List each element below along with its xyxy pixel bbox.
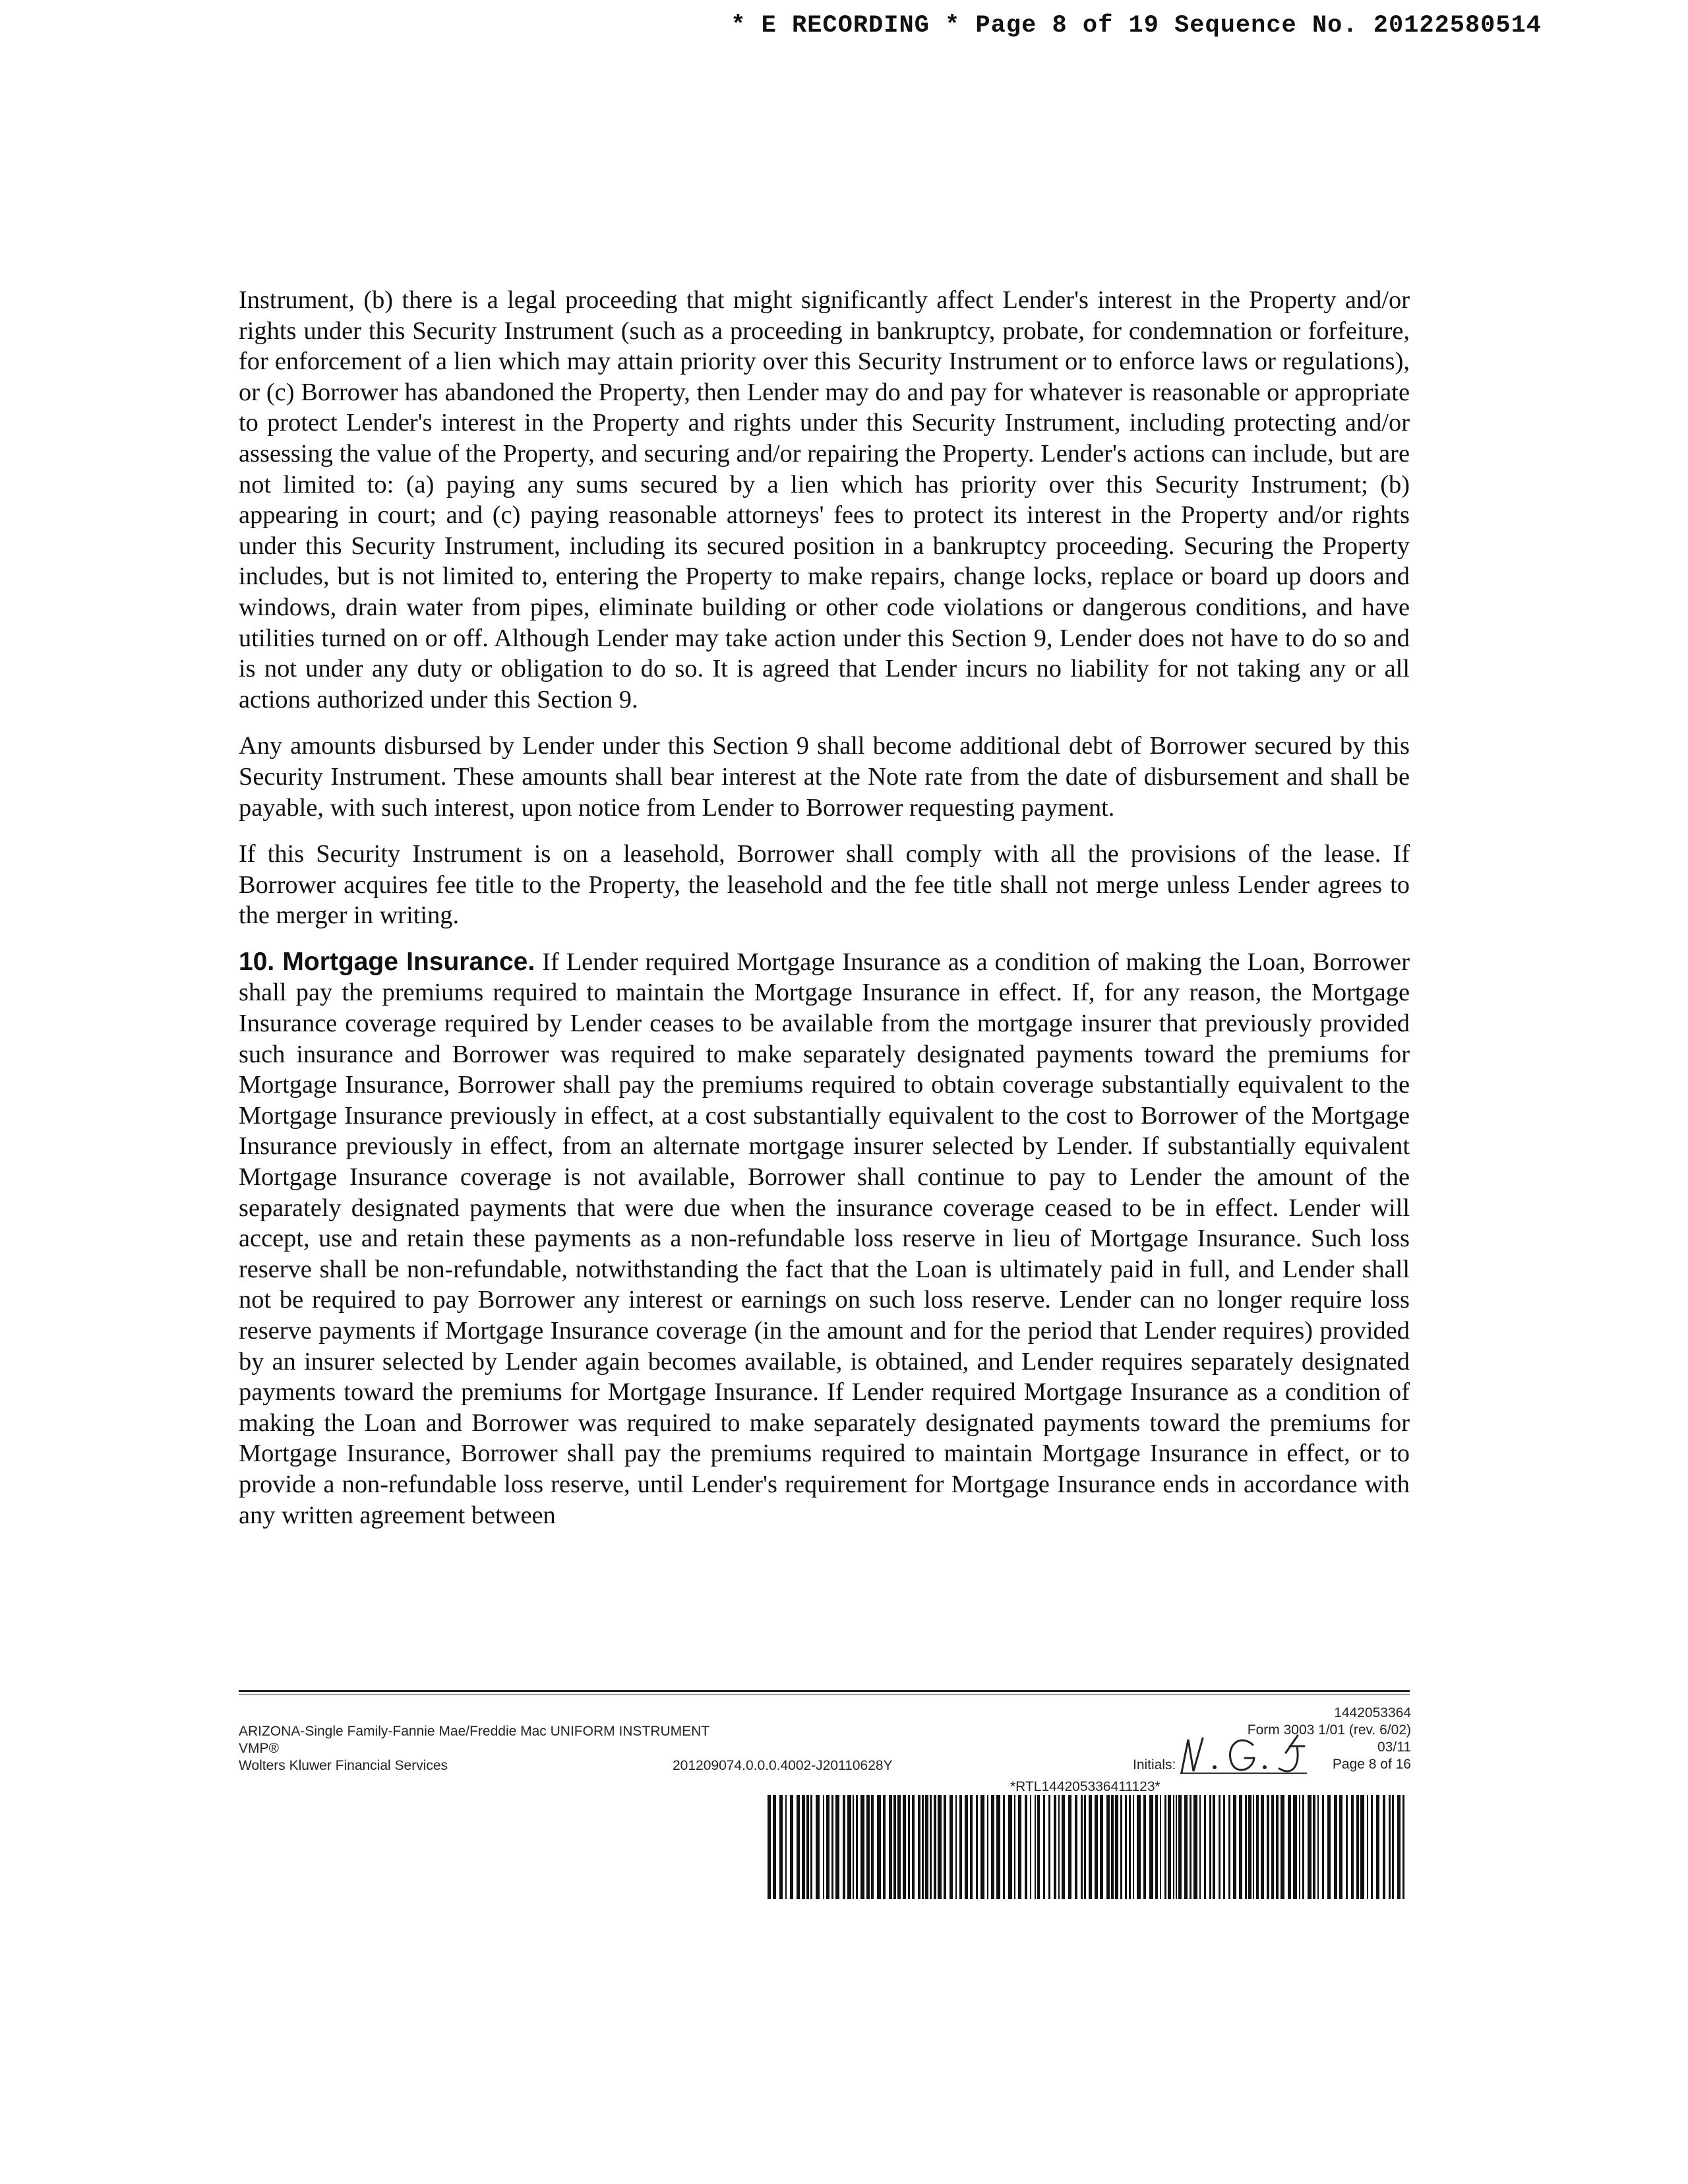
publisher-name: Wolters Kluwer Financial Services [239, 1758, 448, 1773]
doc-code: 201209074.0.0.0.4002-J20110628Y [673, 1758, 893, 1773]
initials-signature [1168, 1726, 1320, 1779]
paragraph-amounts-disbursed: Any amounts disbursed by Lender under this Section 9 shall become additional debt of Borrower secured by this Security Instrument. These amounts shall bear interest at the Note rate from the date of disbursement and shall be payable, with such interest, upon notice from Lender to Borrower requesting payment. [239, 732, 1410, 822]
footer-rule-thin [239, 1694, 1410, 1695]
barcode-label: *RTL144205336411123* [1010, 1779, 1160, 1794]
recording-header: * E RECORDING * Page 8 of 19 Sequence No. 20122580514 [731, 12, 1542, 40]
section10-heading: 10. Mortgage Insurance. [239, 947, 535, 976]
paragraph-section10 [239, 947, 1410, 1531]
footer-rule [239, 1690, 1410, 1692]
section10-text: If Lender required Mortgage Insurance as a condition of making the Loan, Borrower shall pay the premiums required to maintain the Mortgage Insurance in effect. If, for any reason, the Mortgage Insurance coverage required by Lender ceases to be available from the mortgage insurer that previously provided such insurance and Borrower was required to make separately designated payments toward the premiums for Mortgage Insurance, Borrower shall pay the premiums required to obtain coverage substantially equivalent to the Mortgage Insurance previously in effect, at a cost substantially equivalent to the cost to Borrower of the Mortgage Insurance previously in effect, from an alternate mortgage insurer selected by Lender. If substantially equivalent Mortgage Insurance coverage is not available, Borrower shall continue to pay to Lender the amount of the separately designated payments that were due when the insurance coverage ceased to be in effect. Lender will accept, use and retain these payments as a non-refundable loss reserve in lieu of Mortgage Insurance. Such loss reserve shall be non-refundable, notwithstanding the fact that the Loan is ultimately paid in full, and Lender shall not be required to pay Borrower any interest or earnings on such loss reserve. Lender can no longer require loss reserve payments if Mortgage Insurance coverage (in the amount and for the period that Lender requires) provided by an insurer selected by Lender again becomes available, is obtained, and Lender requires separately designated payments toward the premiums for Mortgage Insurance. If Lender required Mortgage Insurance as a condition of making the Loan and Borrower was required to make separately designated payments toward the premiums for Mortgage Insurance, Borrower shall pay the premiums required to maintain Mortgage Insurance in effect, or to provide a non-refundable loss reserve, until Lender's requirement for Mortgage Insurance ends in accordance with any written agreement between [239, 948, 1410, 1529]
barcode [768, 1795, 1407, 1899]
form-number: Form 3003 1/01 (rev. 6/02) [1247, 1722, 1411, 1738]
footer-form-info [239, 1723, 709, 1774]
vmp-mark: VMP® [239, 1741, 279, 1756]
paragraph-section9-continued: Instrument, (b) there is a legal proceeding that might significantly affect Lender's interest in the Property and/or rights under this Security Instrument (such as a proceeding in bankruptcy, probate, for condemnation or forfeiture, for enforcement of a lien which may attain priority over this Security Instrument or to enforce laws or regulations), or (c) Borrower has abandoned the Property, then Lender may do and pay for whatever is reasonable or appropriate to protect Lender's interest in the Property and rights under this Security Instrument, including protecting and/or assessing the value of the Property, and securing and/or repairing the Property. Lender's actions can include, but are not limited to: (a) paying any sums secured by a lien which has priority over this Security Instrument; (b) appearing in court; and (c) paying reasonable attorneys' fees to protect its interest in the Property and/or rights under this Security Instrument, including its secured position in a bankruptcy proceeding. Securing the Property includes, but is not limited to, entering the Property to make repairs, change locks, replace or board up doors and windows, drain water from pipes, eliminate building or other code violations or dangerous conditions, and have utilities turned on or off. Although Lender may take action under this Section 9, Lender does not have to do so and is not under any duty or obligation to do so. It is agreed that Lender incurs no liability for not taking any or all actions authorized under this Section 9. [239, 286, 1410, 713]
paragraph-leasehold: If this Security Instrument is on a leasehold, Borrower shall comply with all the provisions of the lease. If Borrower acquires fee title to the Property, the leasehold and the fee title shall not merge unless Lender agrees to the merger in writing. [239, 840, 1410, 930]
initials-label: Initials: [1133, 1757, 1176, 1773]
loan-number: 1442053364 [1334, 1705, 1411, 1720]
form-date: 03/11 [1377, 1740, 1411, 1755]
document-body [239, 285, 1410, 1546]
form-title: ARIZONA-Single Family-Fannie Mae/Freddie Mac UNIFORM INSTRUMENT [239, 1724, 710, 1739]
page-label: Page 8 of 16 [1332, 1757, 1411, 1772]
